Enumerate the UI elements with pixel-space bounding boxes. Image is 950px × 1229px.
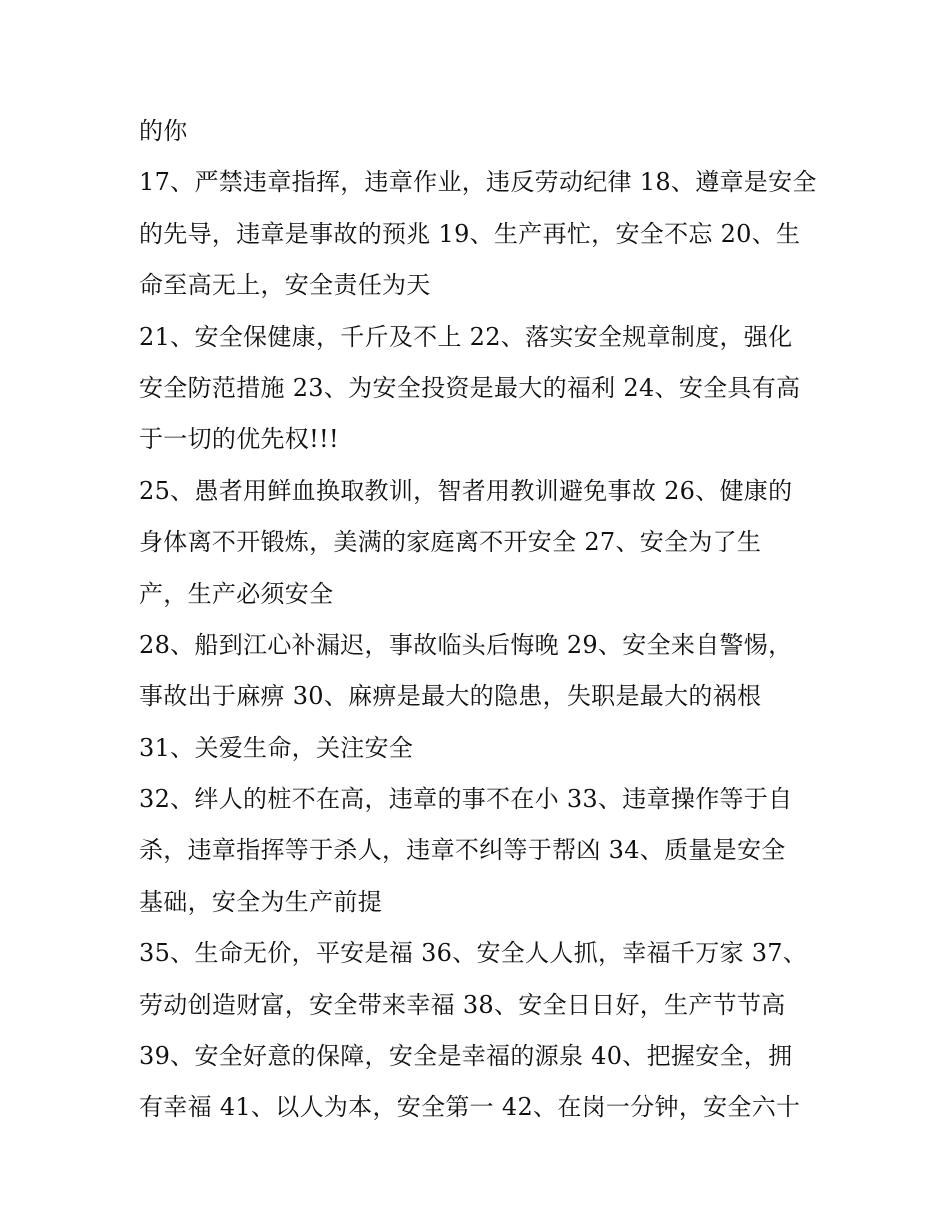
text-line: 的你 [139, 117, 188, 145]
text-line: 事故出于麻痹 30、麻痹是最大的隐患，失职是最大的祸根 [139, 682, 762, 711]
text-line: 于一切的优先权!!! [139, 425, 339, 454]
text-line: 杀，违章指挥等于杀人，违章不纠等于帮凶 34、质量是安全 [139, 836, 786, 865]
text-line: 身体离不开锻炼，美满的家庭离不开安全 27、安全为了生 [139, 528, 762, 557]
text-line: 25、愚者用鲜血换取教训，智者用教训避免事故 26、健康的 [139, 476, 793, 505]
text-line: 有幸福 41、以人为本，安全第一 42、在岗一分钟，安全六十 [139, 1093, 801, 1122]
text-line: 命至高无上，安全责任为天 [139, 271, 431, 300]
text-line: 安全防范措施 23、为安全投资是最大的福利 24、安全具有高 [139, 373, 801, 402]
text-line: 17、严禁违章指挥，违章作业，违反劳动纪律 18、遵章是安全 [139, 168, 817, 197]
document-body [139, 106, 839, 1134]
text-line: 39、安全好意的保障，安全是幸福的源泉 40、把握安全，拥 [139, 1042, 793, 1071]
text-line: 35、生命无价，平安是福 36、安全人人抓，幸福千万家 37、 [139, 939, 808, 968]
text-line: 劳动创造财富，安全带来幸福 38、安全日日好，生产节节高 [139, 990, 786, 1019]
text-line: 21、安全保健康，千斤及不上 22、落实安全规章制度，强化 [139, 322, 793, 351]
text-line: 31、关爱生命，关注安全 [139, 733, 414, 762]
text-line: 32、绊人的桩不在高，违章的事不在小 33、违章操作等于自 [139, 785, 793, 814]
text-line: 28、船到江心补漏迟，事故临头后悔晚 29、安全来自警惕， [139, 630, 793, 659]
text-line: 产，生产必须安全 [139, 579, 334, 608]
text-line: 的先导，违章是事故的预兆 19、生产再忙，安全不忘 20、生 [139, 219, 801, 248]
text-line: 基础，安全为生产前提 [139, 887, 382, 916]
